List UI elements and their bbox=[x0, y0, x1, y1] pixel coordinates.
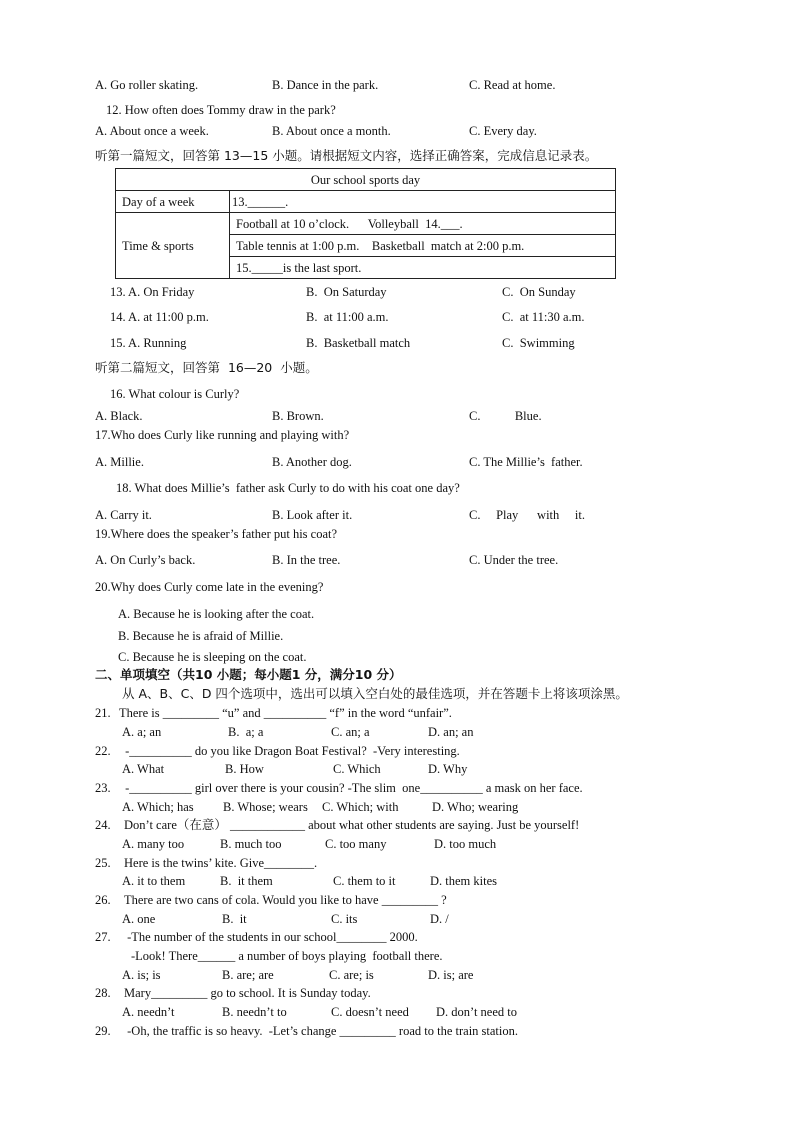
q16-option-a: A. Black. bbox=[95, 409, 143, 423]
q23-number: 23. bbox=[95, 781, 111, 795]
q25-option-a: A. it to them bbox=[122, 874, 186, 888]
q26-option-a: A. one bbox=[122, 912, 156, 926]
q17-stem: 17.Who does Curly like running and playing with? bbox=[95, 428, 350, 442]
q21-stem: There is _________ “u” and __________ “f” in the word “unfair”. bbox=[119, 706, 452, 720]
q28-option-a: A. needn’t bbox=[122, 1005, 175, 1019]
q16-option-c: C. Blue. bbox=[469, 409, 542, 423]
q19-stem: 19.Where does the speaker’s father put his coat? bbox=[95, 527, 338, 541]
q12-option-a: A. About once a week. bbox=[95, 124, 209, 138]
q24-option-b: B. much too bbox=[220, 837, 282, 851]
q25-option-d: D. them kites bbox=[430, 874, 498, 888]
q28-option-b: B. needn’t to bbox=[222, 1005, 287, 1019]
table-label-time-sports: Time & sports bbox=[116, 213, 230, 279]
q11-option-a: A. Go roller skating. bbox=[95, 78, 199, 92]
table-blank-13: 13.______. bbox=[230, 191, 616, 213]
q19-option-b: B. In the tree. bbox=[272, 553, 341, 567]
q22-option-a: A. What bbox=[122, 762, 165, 776]
q16-stem: 16. What colour is Curly? bbox=[110, 387, 240, 401]
q28-stem: Mary_________ go to school. It is Sunday today. bbox=[124, 986, 371, 1000]
q18-stem: 18. What does Millie’s father ask Curly to do with his coat one day? bbox=[116, 481, 460, 495]
sports-day-table bbox=[115, 168, 616, 279]
q15-option-a: 15. A. Running bbox=[110, 336, 187, 350]
q24-option-d: D. too much bbox=[434, 837, 497, 851]
table-line-last-sport: 15._____is the last sport. bbox=[230, 257, 616, 279]
q22-stem: -__________ do you like Dragon Boat Festival? -Very interesting. bbox=[122, 744, 460, 758]
q24-stem: Don’t care（在意） ____________ about what other students are saying. Just be yourself! bbox=[124, 818, 580, 832]
q17-option-c: C. The Millie’s father. bbox=[469, 455, 583, 469]
q21-option-d: D. an; an bbox=[428, 725, 474, 739]
section2-instructions: 从 A、B、C、D 四个选项中，选出可以填入空白处的最佳选项，并在答题卡上将该项涂黑。 bbox=[122, 686, 628, 701]
q22-number: 22. bbox=[95, 744, 111, 758]
q11-option-b: B. Dance in the park. bbox=[272, 78, 379, 92]
q14-option-a: 14. A. at 11:00 p.m. bbox=[110, 310, 209, 324]
q20-option-b: B. Because he is afraid of Millie. bbox=[118, 629, 284, 643]
q29-stem: -Oh, the traffic is so heavy. -Let’s change _________ road to the train station. bbox=[124, 1024, 518, 1038]
q25-number: 25. bbox=[95, 856, 111, 870]
q17-option-b: B. Another dog. bbox=[272, 455, 352, 469]
q27-option-c: C. are; is bbox=[329, 968, 374, 982]
q24-number: 24. bbox=[95, 818, 111, 832]
table-line-football: Football at 10 o’clock. Volleyball 14.___. bbox=[230, 213, 616, 235]
q22-option-d: D. Why bbox=[428, 762, 468, 776]
q23-option-b: B. Whose; wears bbox=[223, 800, 308, 814]
q15-option-b: B. Basketball match bbox=[306, 336, 411, 350]
q13-option-a: 13. A. On Friday bbox=[110, 285, 195, 299]
q22-option-b: B. How bbox=[225, 762, 264, 776]
q25-option-b: B. it them bbox=[220, 874, 273, 888]
q21-option-a: A. a; an bbox=[122, 725, 162, 739]
q13-option-b: B. On Saturday bbox=[306, 285, 387, 299]
q12-stem: 12. How often does Tommy draw in the park? bbox=[106, 103, 336, 117]
q17-option-a: A. Millie. bbox=[95, 455, 144, 469]
q27-option-a: A. is; is bbox=[122, 968, 161, 982]
q20-option-c: C. Because he is sleeping on the coat. bbox=[118, 650, 307, 664]
q28-option-c: C. doesn’t need bbox=[331, 1005, 409, 1019]
q29-number: 29. bbox=[95, 1024, 111, 1038]
section2-title: 二、单项填空（共10 小题；每小题1 分，满分10 分） bbox=[95, 667, 402, 682]
q23-option-d: D. Who; wearing bbox=[432, 800, 519, 814]
table-line-table-tennis: Table tennis at 1:00 p.m. Basketball match at 2:00 p.m. bbox=[230, 235, 616, 257]
q24-option-a: A. many too bbox=[122, 837, 185, 851]
q22-option-c: C. Which bbox=[333, 762, 381, 776]
q21-option-b: B. a; a bbox=[228, 725, 264, 739]
q18-option-a: A. Carry it. bbox=[95, 508, 152, 522]
q11-option-c: C. Read at home. bbox=[469, 78, 556, 92]
q24-option-c: C. too many bbox=[325, 837, 387, 851]
q27-stem-line2: -Look! There______ a number of boys playing football there. bbox=[131, 949, 443, 963]
q26-option-d: D. / bbox=[430, 912, 449, 926]
q23-option-a: A. Which; has bbox=[122, 800, 194, 814]
passage1-instructions: 听第一篇短文，回答第 13—15 小题。请根据短文内容，选择正确答案，完成信息记录表。 bbox=[95, 148, 598, 163]
table-title: Our school sports day bbox=[116, 169, 616, 191]
q19-option-a: A. On Curly’s back. bbox=[95, 553, 196, 567]
q25-stem: Here is the twins’ kite. Give________. bbox=[124, 856, 318, 870]
q23-stem: -__________ girl over there is your cousin? -The slim one__________ a mask on her face. bbox=[122, 781, 583, 795]
table-label-day: Day of a week bbox=[116, 191, 230, 213]
q26-option-b: B. it bbox=[222, 912, 247, 926]
q15-option-c: C. Swimming bbox=[502, 336, 575, 350]
q16-option-b: B. Brown. bbox=[272, 409, 324, 423]
q21-option-c: C. an; a bbox=[331, 725, 370, 739]
q26-option-c: C. its bbox=[331, 912, 358, 926]
q27-stem: -The number of the students in our school________ 2000. bbox=[124, 930, 418, 944]
q26-number: 26. bbox=[95, 893, 111, 907]
q21-number: 21. bbox=[95, 706, 111, 720]
q18-option-c: C. Play with it. bbox=[469, 508, 585, 522]
q14-option-c: C. at 11:30 a.m. bbox=[502, 310, 585, 324]
q27-option-d: D. is; are bbox=[428, 968, 474, 982]
q27-option-b: B. are; are bbox=[222, 968, 274, 982]
q25-option-c: C. them to it bbox=[333, 874, 396, 888]
q26-stem: There are two cans of cola. Would you like to have _________ ? bbox=[124, 893, 447, 907]
q14-option-b: B. at 11:00 a.m. bbox=[306, 310, 389, 324]
q19-option-c: C. Under the tree. bbox=[469, 553, 559, 567]
q18-option-b: B. Look after it. bbox=[272, 508, 353, 522]
q13-option-c: C. On Sunday bbox=[502, 285, 576, 299]
q28-option-d: D. don’t need to bbox=[436, 1005, 518, 1019]
passage2-instructions: 听第二篇短文，回答第 16—20 小题。 bbox=[95, 360, 318, 375]
q12-option-c: C. Every day. bbox=[469, 124, 537, 138]
q20-option-a: A. Because he is looking after the coat. bbox=[118, 607, 315, 621]
q27-number: 27. bbox=[95, 930, 111, 944]
q12-option-b: B. About once a month. bbox=[272, 124, 391, 138]
q28-number: 28. bbox=[95, 986, 111, 1000]
q20-stem: 20.Why does Curly come late in the evening? bbox=[95, 580, 324, 594]
q23-option-c: C. Which; with bbox=[322, 800, 399, 814]
